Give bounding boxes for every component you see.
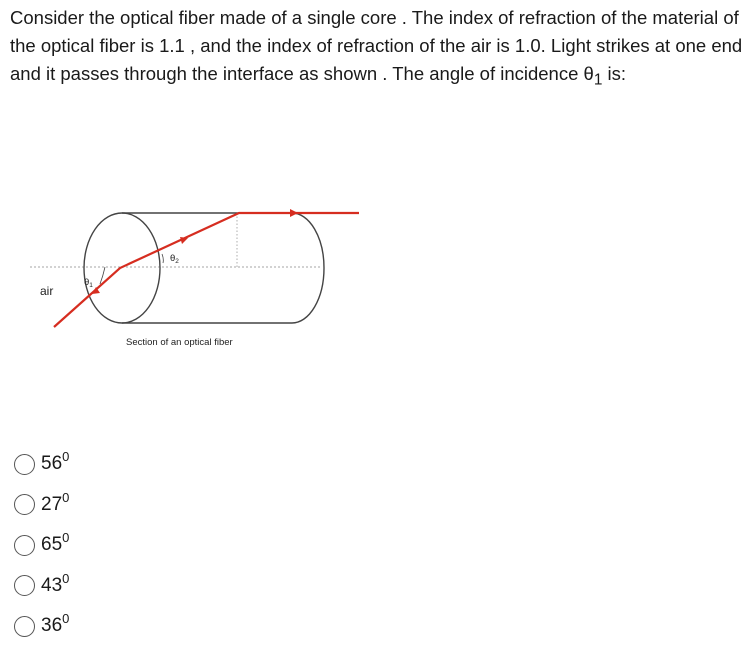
option-43[interactable] [14, 566, 69, 607]
option-56[interactable] [14, 444, 69, 485]
question-text [10, 4, 746, 95]
ray-arrow-exit [290, 209, 298, 217]
question-text-after: is: [602, 63, 627, 84]
option-label: $27^0$ [41, 489, 70, 515]
fiber-cylinder-body [122, 213, 324, 323]
radio-button[interactable] [14, 535, 35, 556]
option-label: $36^0$ [41, 611, 70, 637]
question-text-before: Consider the optical fiber made of a single core . The index of refraction of the material of the optical fiber is 1.1 , and the index of refraction of the air is 1.0. Light strikes at one end and it passes through the interface as shown . The angle of incidence [10, 7, 743, 84]
theta-symbol: θ [583, 63, 594, 84]
theta-subscript: 1 [593, 71, 603, 89]
radio-button[interactable] [14, 494, 35, 515]
option-label: $43^0$ [41, 570, 70, 596]
air-label: air [40, 284, 54, 298]
theta1-label: $\theta_1$ [84, 277, 93, 289]
option-36[interactable] [14, 606, 69, 647]
theta2-label: $\theta_2$ [170, 253, 179, 265]
radio-button[interactable] [14, 454, 35, 475]
option-label: $65^0$ [41, 530, 70, 556]
optical-fiber-svg [30, 196, 370, 366]
answer-options [14, 444, 69, 647]
option-label: $56^0$ [41, 449, 70, 475]
radio-button[interactable] [14, 575, 35, 596]
optical-fiber-diagram [30, 196, 370, 366]
option-65[interactable] [14, 525, 69, 566]
option-27[interactable] [14, 485, 69, 526]
figure-caption: Section of an optical fiber [126, 337, 233, 348]
ray-arrow-refracted [180, 237, 188, 244]
radio-button[interactable] [14, 616, 35, 637]
theta2-arc [162, 254, 163, 263]
